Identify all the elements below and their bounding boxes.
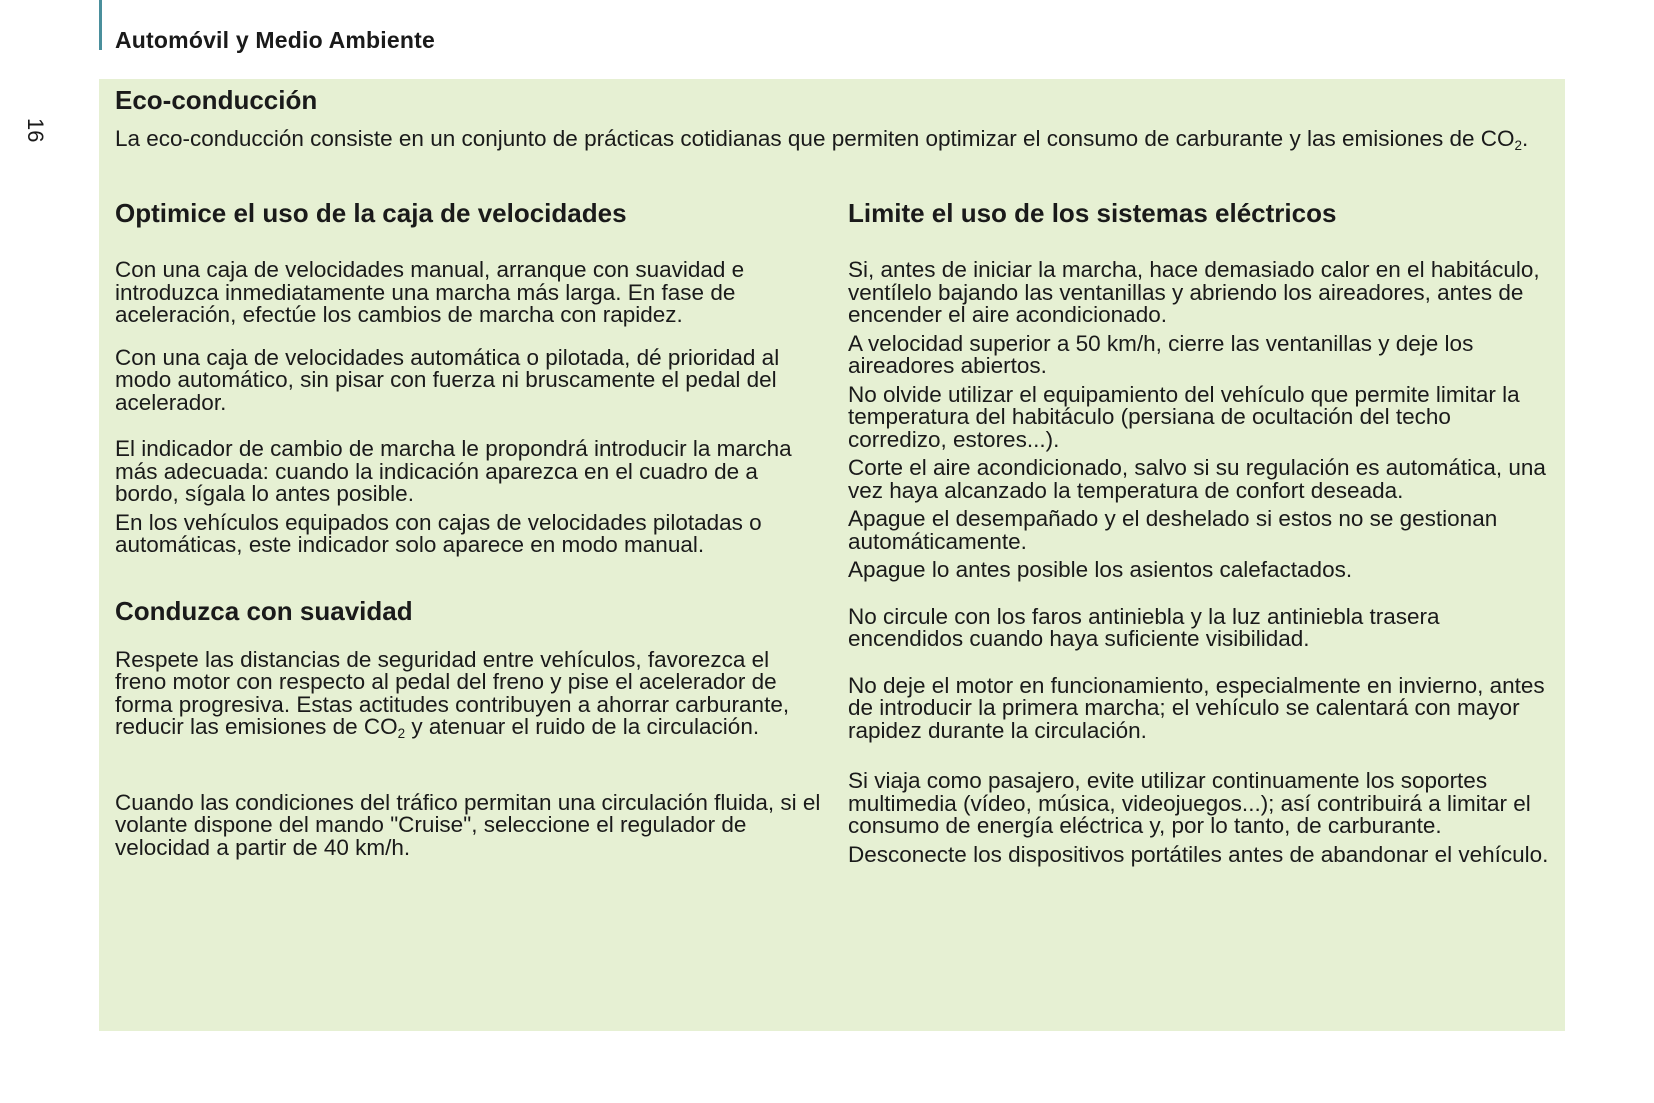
left-column [115, 195, 825, 859]
fog-lights-paragraph: No circule con los faros antiniebla y la luz antiniebla trasera encendidos cuando haya suficiente visibilidad. [848, 603, 1440, 651]
cruise-control-paragraph: Cuando las condiciones del tráfico permitan una circulación fluida, si el volante dispone del mando "Cruise", seleccione el regulador de velocidad a partir de 40 km/h. [115, 789, 821, 860]
panel-title: Eco-conducción [115, 85, 318, 115]
intro-paragraph: La eco-conducción consiste en un conjunto de prácticas cotidianas que permiten optimizar el consumo de carburante y las emisiones de $CO_2$. [115, 126, 1529, 153]
demisting-paragraph: Apague el desempañado y el deshelado si estos no se gestionan automáticamente. [848, 506, 1498, 554]
ventilation-paragraph: Si, antes de iniciar la marcha, hace demasiado calor en el habitáculo, ventílelo bajando las ventanillas y abriendo los aireadores, antes de encender el aire acondicionado. [848, 257, 1540, 327]
sunblind-paragraph: No olvide utilizar el equipamiento del vehículo que permite limitar la temperatura del habitáculo (persiana de ocultación del techo corredizo, estores...). [848, 381, 1520, 452]
portable-devices-paragraph: Desconecte los dispositivos portátiles antes de abandonar el vehículo. [848, 841, 1549, 867]
page-number: 16 [23, 118, 48, 143]
air-conditioning-paragraph: Corte el aire acondicionado, salvo si su regulación es automática, una vez haya alcanzado la temperatura de confort deseada. [848, 455, 1546, 503]
gear-indicator-paragraph: El indicador de cambio de marcha le propondrá introducir la marcha más adecuada: cuando la indicación aparezca en el cuadro de a bordo, sígala lo antes posible. [115, 436, 792, 506]
gearbox-heading: Optimice el uso de la caja de velocidades [115, 198, 627, 228]
windows-paragraph: A velocidad superior a 50 km/h, cierre las ventanillas y deje los aireadores abiertos. [848, 330, 1474, 378]
multimedia-paragraph: Si viaja como pasajero, evite utilizar continuamente los soportes multimedia (vídeo, música, videojuegos...); así contribuirá a limitar el consumo de energía eléctrica y, por lo tanto, de carburante. [848, 768, 1531, 838]
gear-indicator-note-paragraph: En los vehículos equipados con cajas de velocidades pilotadas o automáticas, este indicador solo aparece en modo manual. [115, 509, 762, 557]
right-column [848, 195, 1554, 866]
smooth-driving-heading: Conduzca con suavidad [115, 595, 413, 626]
section-title: Automóvil y Medio Ambiente [115, 27, 435, 53]
electrical-systems-heading: Limite el uso de los sistemas eléctricos [848, 198, 1337, 228]
gearbox-manual-paragraph: Con una caja de velocidades manual, arranque con suavidad e introduzca inmediatamente una marcha más larga. En fase de aceleración, efectúe los cambios de marcha con rapidez. [115, 257, 745, 327]
header-accent-bar [99, 0, 102, 50]
engine-idle-paragraph: No deje el motor en funcionamiento, especialmente en invierno, antes de introducir la primera marcha; el vehículo se calentará con mayor rapidez durante la circulación. [848, 672, 1545, 743]
heated-seats-paragraph: Apague lo antes posible los asientos calefactados. [848, 557, 1353, 582]
safety-distance-paragraph: Respete las distancias de seguridad entre vehículos, favorezca el freno motor con respecto al pedal del freno y pise el acelerador de forma progresiva. Estas actitudes contribuyen a ahorrar carburante, reducir las emisiones de $CO_2$ y atenuar el ruido de la circulación. [115, 646, 790, 741]
gearbox-automatic-paragraph: Con una caja de velocidades automática o pilotada, dé prioridad al modo automático, sin pisar con fuerza ni bruscamente el pedal del acelerador. [115, 344, 780, 415]
